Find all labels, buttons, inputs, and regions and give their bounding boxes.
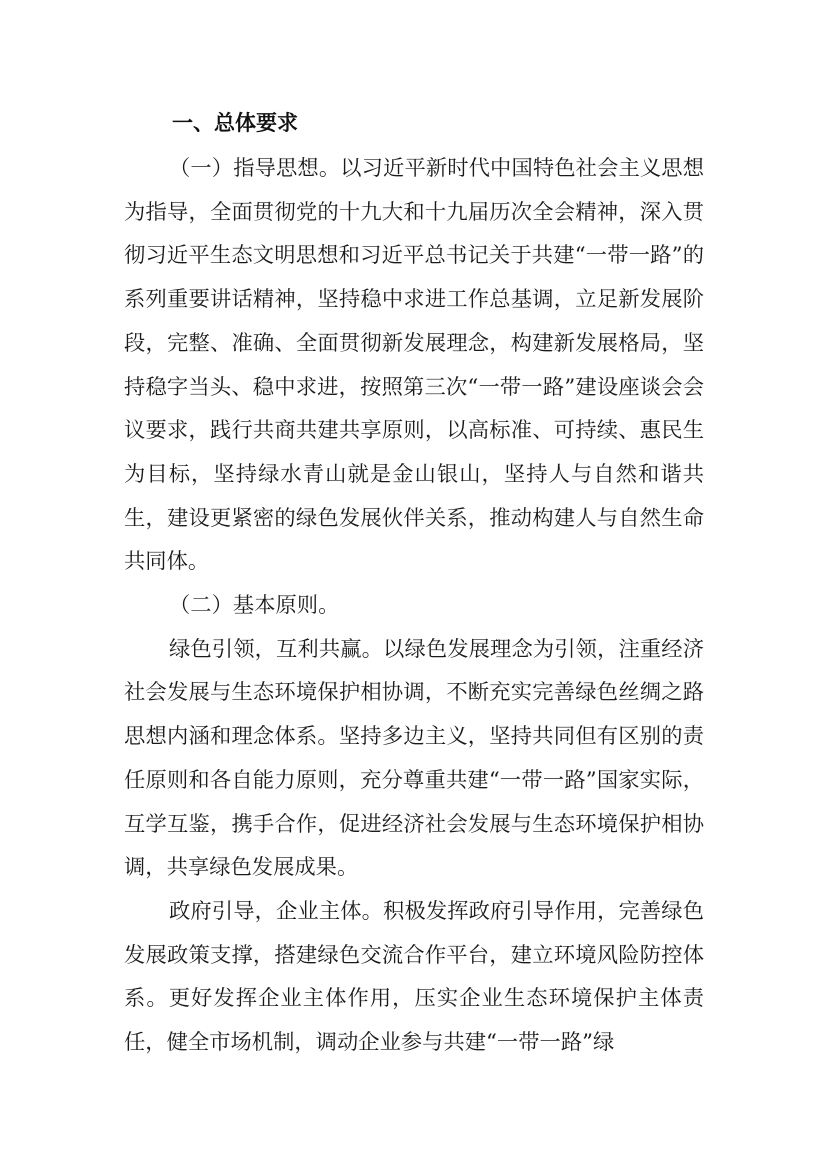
- paragraph-green-leadership: 绿色引领，互利共赢。以绿色发展理念为引领，注重经济社会发展与生态环境保护相协调，不断充实完善绿色丝绸之路思想内涵和理念体系。坚持多边主义，坚持共同但有区别的责任原则和各自能力原则，充分尊重共建“一带一路”国家实际，互学互鉴，携手合作，促进经济社会发展与生态环境保护相协调，共享绿色发展成果。: [124, 636, 704, 881]
- paragraph-government-guidance: 政府引导，企业主体。积极发挥政府引导作用，完善绿色发展政策支撑，搭建绿色交流合作平台，建立环境风险防控体系。更好发挥企业主体作用，压实企业生态环境保护主体责任，健全市场机制，调动企业参与共建“一带一路”绿: [124, 898, 704, 1056]
- section-heading: 一、总体要求: [172, 111, 298, 135]
- paragraph-basic-principles: （二）基本原则。: [169, 593, 340, 619]
- document-body: [124, 100, 704, 1065]
- paragraph-guiding-ideology: （一）指导思想。以习近平新时代中国特色社会主义思想为指导，全面贯彻党的十九大和十九届历次全会精神，深入贯彻习近平生态文明思想和习近平总书记关于共建“一带一路”的系列重要讲话精神，坚持稳中求进工作总基调，立足新发展阶段，完整、准确、全面贯彻新发展理念，构建新发展格局，坚持稳字当头、稳中求进，按照第三次“一带一路”建设座谈会会议要求，践行共商共建共享原则，以高标准、可持续、惠民生为目标，坚持绿水青山就是金山银山，坚持人与自然和谐共生，建设更紧密的绿色发展伙伴关系，推动构建人与自然生命共同体。: [124, 156, 704, 575]
